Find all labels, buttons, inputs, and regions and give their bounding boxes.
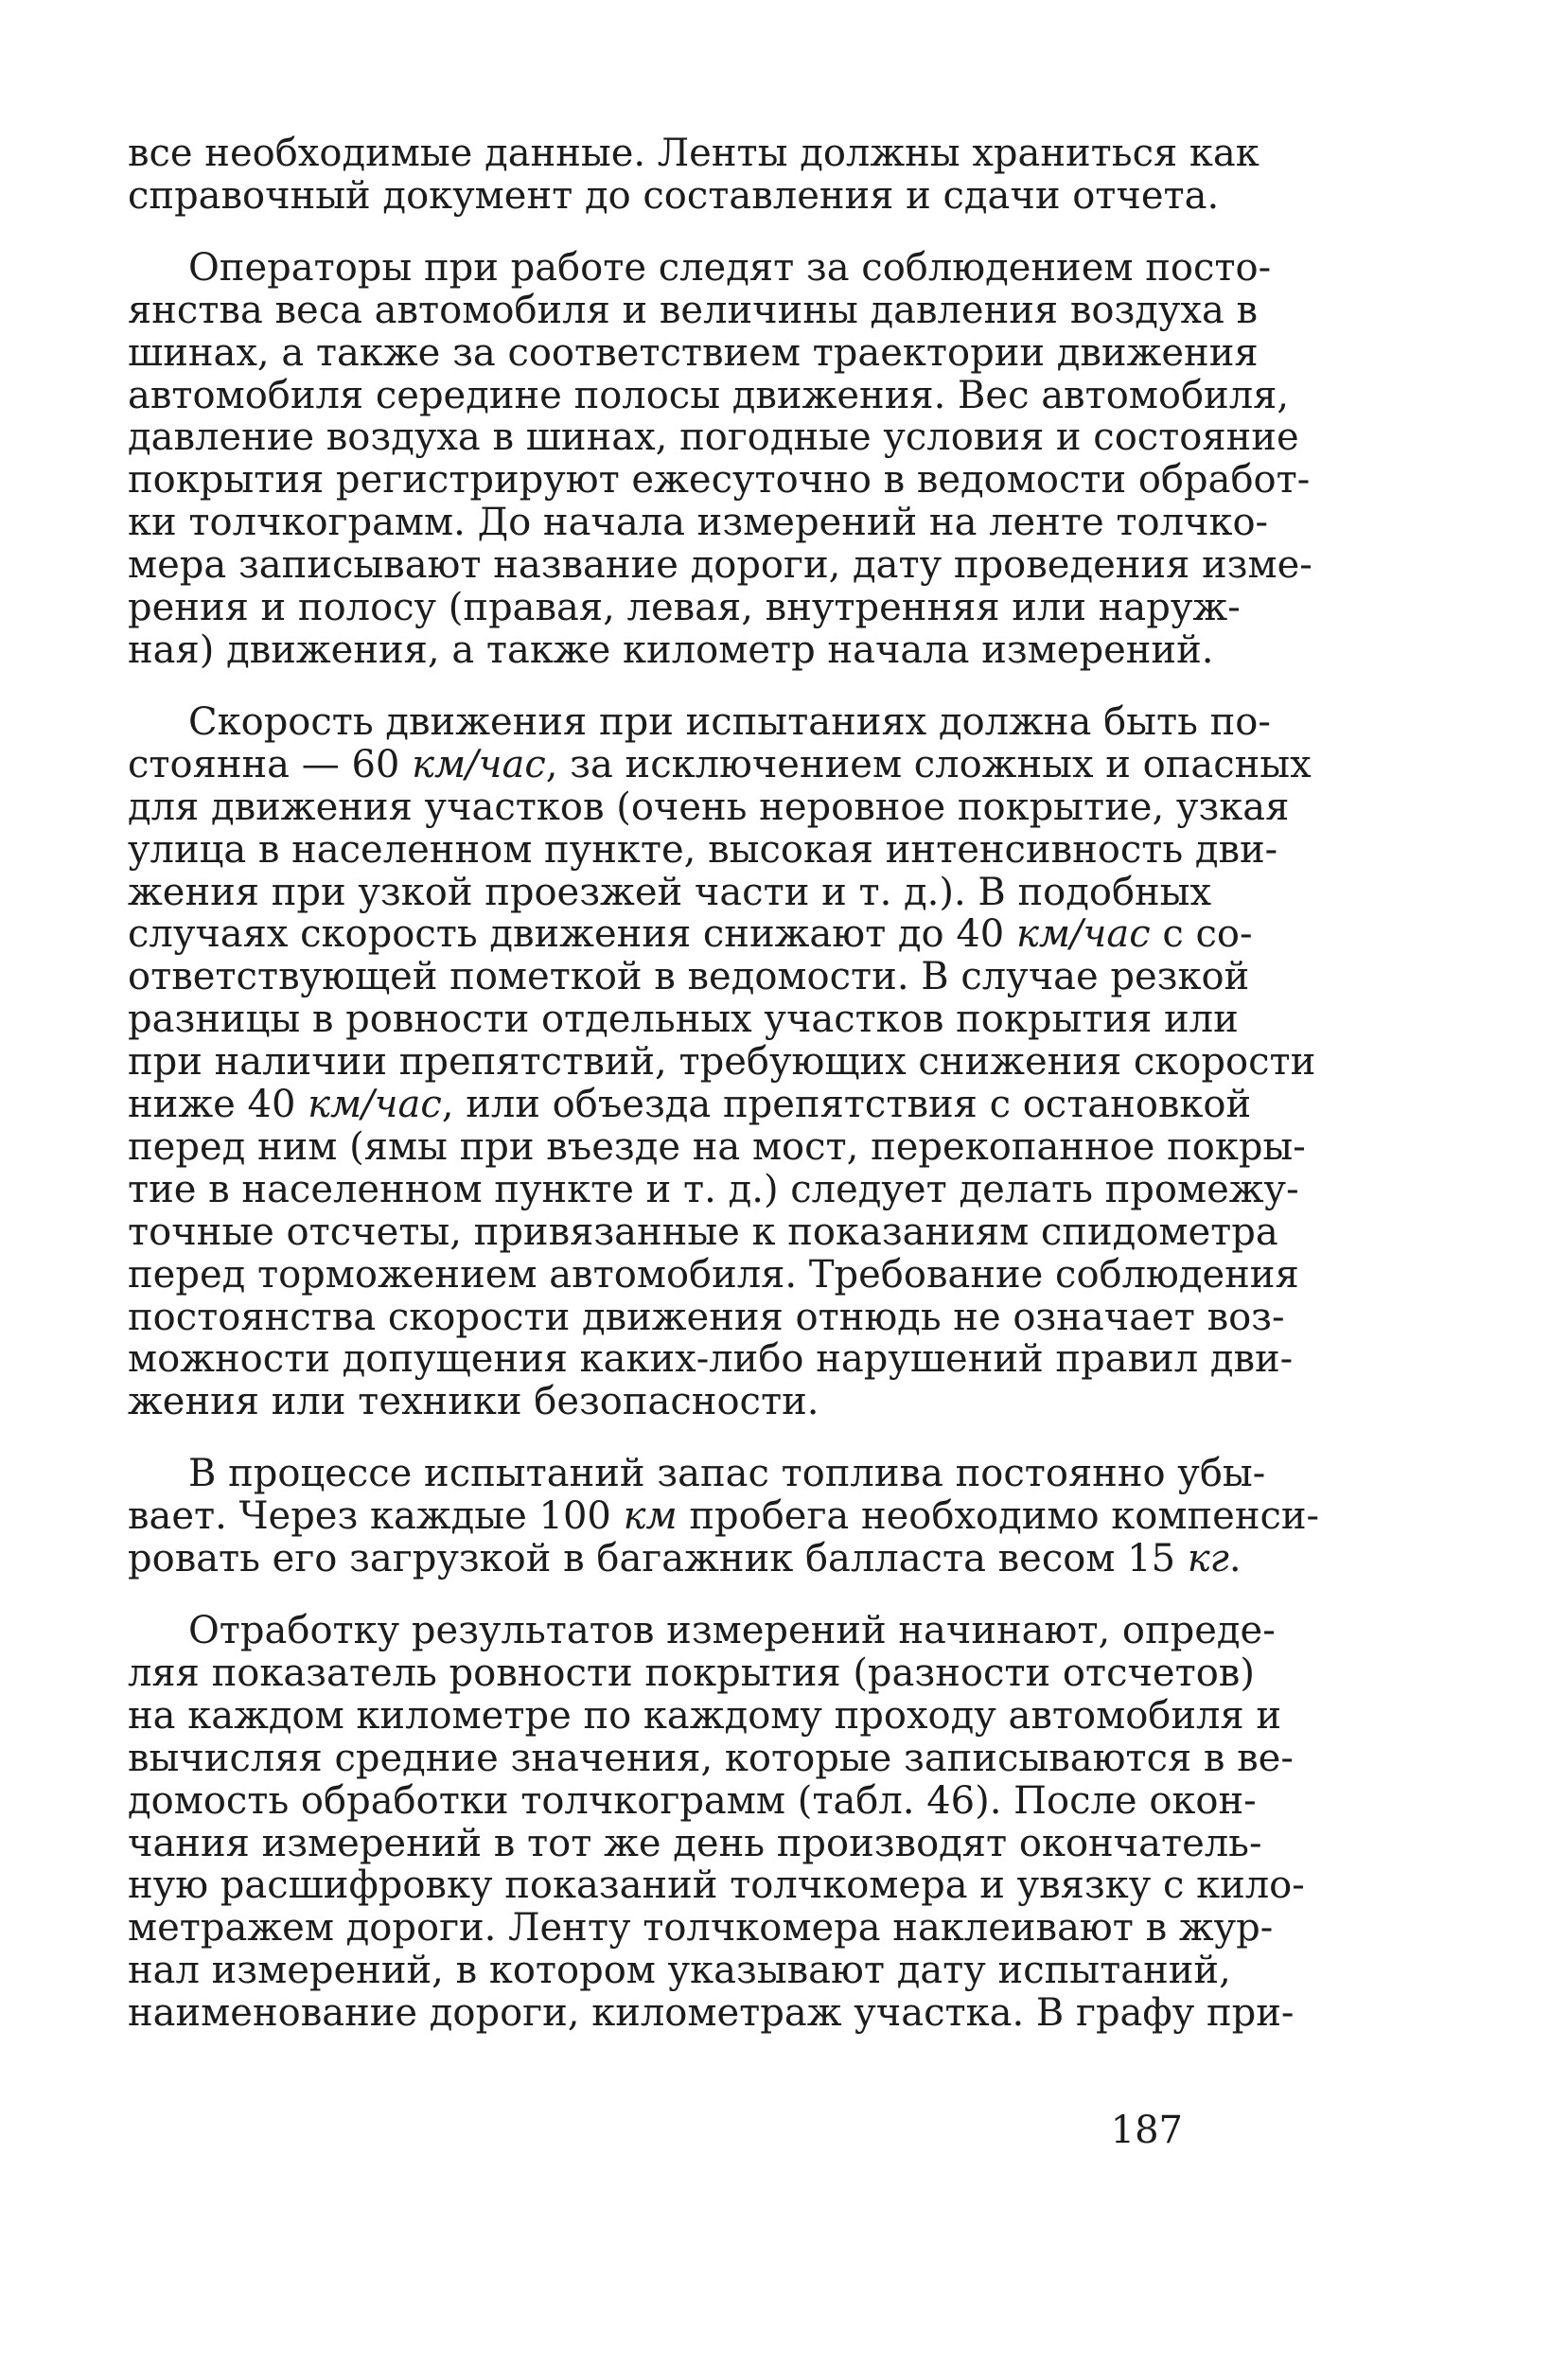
- text-line: ную расшифровку показаний толчкомера и увязку с кило-: [128, 1863, 1305, 1908]
- unit-text: км: [623, 1494, 678, 1539]
- paragraph-3: [128, 699, 1316, 1424]
- text-line: ответствующей пометкой в ведомости. В случае резкой: [128, 955, 1250, 999]
- text-line: Операторы при работе следят за соблюдением посто-: [188, 245, 1272, 290]
- text-line: ровать его загрузкой в багажник балласта весом 15 кг.: [128, 1537, 1242, 1581]
- text-line: В процессе испытаний запас топлива постоянно убы-: [188, 1452, 1266, 1496]
- paragraph-1: [128, 132, 1260, 218]
- text-line: янства веса автомобиля и величины давления воздуха в: [128, 288, 1259, 332]
- page-number: 187: [1110, 2109, 1183, 2152]
- text-line: на каждом километре по каждому проходу автомобиля и: [128, 1693, 1282, 1738]
- text-line: Скорость движения при испытаниях должна быть по-: [188, 699, 1271, 744]
- page-body: [128, 132, 1320, 2036]
- text-line: вает. Через каждые 100 км пробега необходимо компенси-: [128, 1494, 1320, 1539]
- text-line: разницы в ровности отдельных участков покрытия или: [128, 998, 1239, 1042]
- text-line: Отработку результатов измерений начинают, опреде-: [188, 1609, 1276, 1652]
- text-line: перед ним (ямы при въезде на мост, перекопанное покры-: [128, 1124, 1306, 1169]
- text-line: ная) движения, а также километр начала измерений.: [128, 627, 1214, 672]
- text-line: стоянна — 60 км/час, за исключением сложных и опасных: [128, 742, 1312, 786]
- unit-text: км/час: [1015, 912, 1151, 957]
- text-line: нал измерений, в котором указывают дату испытаний,: [128, 1949, 1231, 1993]
- text-line: можности допущения каких-либо нарушений правил дви-: [128, 1337, 1294, 1382]
- text-line: все необходимые данные. Ленты должны храниться как: [128, 132, 1260, 175]
- text-line: тие в населенном пункте и т. д.) следует делать промежу-: [128, 1167, 1299, 1211]
- paragraph-2: [128, 245, 1313, 672]
- unit-text: км/час: [412, 742, 546, 786]
- paragraph-5: [128, 1609, 1305, 2036]
- text-line: рения и полосу (правая, левая, внутренняя или наруж-: [128, 586, 1241, 630]
- unit-text: кг: [1187, 1537, 1229, 1581]
- text-line: перед торможением автомобиля. Требование соблюдения: [128, 1252, 1299, 1297]
- text-line: шинах, а также за соответствием траектории движения: [128, 330, 1259, 375]
- text-line: покрытия регистрируют ежесуточно в ведомости обработ-: [128, 458, 1311, 503]
- text-line: точные отсчеты, привязанные к показаниям спидометра: [128, 1209, 1278, 1254]
- text-line: для движения участков (очень неровное покрытие, узкая: [128, 785, 1290, 829]
- text-line: жения при узкой проезжей части и т. д.). В подобных: [128, 870, 1212, 914]
- text-line: наименование дороги, километраж участка. В графу при-: [128, 1991, 1295, 2036]
- text-line: ниже 40 км/час, или объезда препятствия с остановкой: [128, 1083, 1252, 1127]
- text-line: ки толчкограмм. До начала измерений на ленте толчко-: [128, 501, 1269, 545]
- unit-text: км/час: [308, 1083, 442, 1127]
- text-line: домость обработки толчкограмм (табл. 46). После окон-: [128, 1778, 1257, 1823]
- text-line: автомобиля середине полосы движения. Вес автомобиля,: [128, 373, 1290, 417]
- text-line: вычисляя средние значения, которые записываются в ве-: [128, 1736, 1294, 1780]
- text-line: постоянства скорости движения отнюдь не означает воз-: [128, 1295, 1285, 1339]
- text-line: случаях скорость движения снижают до 40 км/час с со-: [128, 912, 1253, 957]
- text-line: жения или техники безопасности.: [128, 1380, 819, 1424]
- text-line: метражем дороги. Ленту толчкомера наклеивают в жур-: [128, 1906, 1274, 1951]
- text-line: ляя показатель ровности покрытия (разности отсчетов): [128, 1651, 1255, 1695]
- text-line: мера записывают название дороги, дату проведения изме-: [128, 543, 1313, 588]
- text-line: чания измерений в тот же день производят окончатель-: [128, 1821, 1262, 1865]
- text-line: улица в населенном пункте, высокая интенсивность дви-: [128, 827, 1278, 872]
- text-line: справочный документ до составления и сдачи отчета.: [128, 173, 1220, 218]
- text-line: давление воздуха в шинах, погодные условия и состояние: [128, 415, 1299, 460]
- text-line: при наличии препятствий, требующих снижения скорости: [128, 1040, 1316, 1085]
- paragraph-4: [128, 1452, 1320, 1581]
